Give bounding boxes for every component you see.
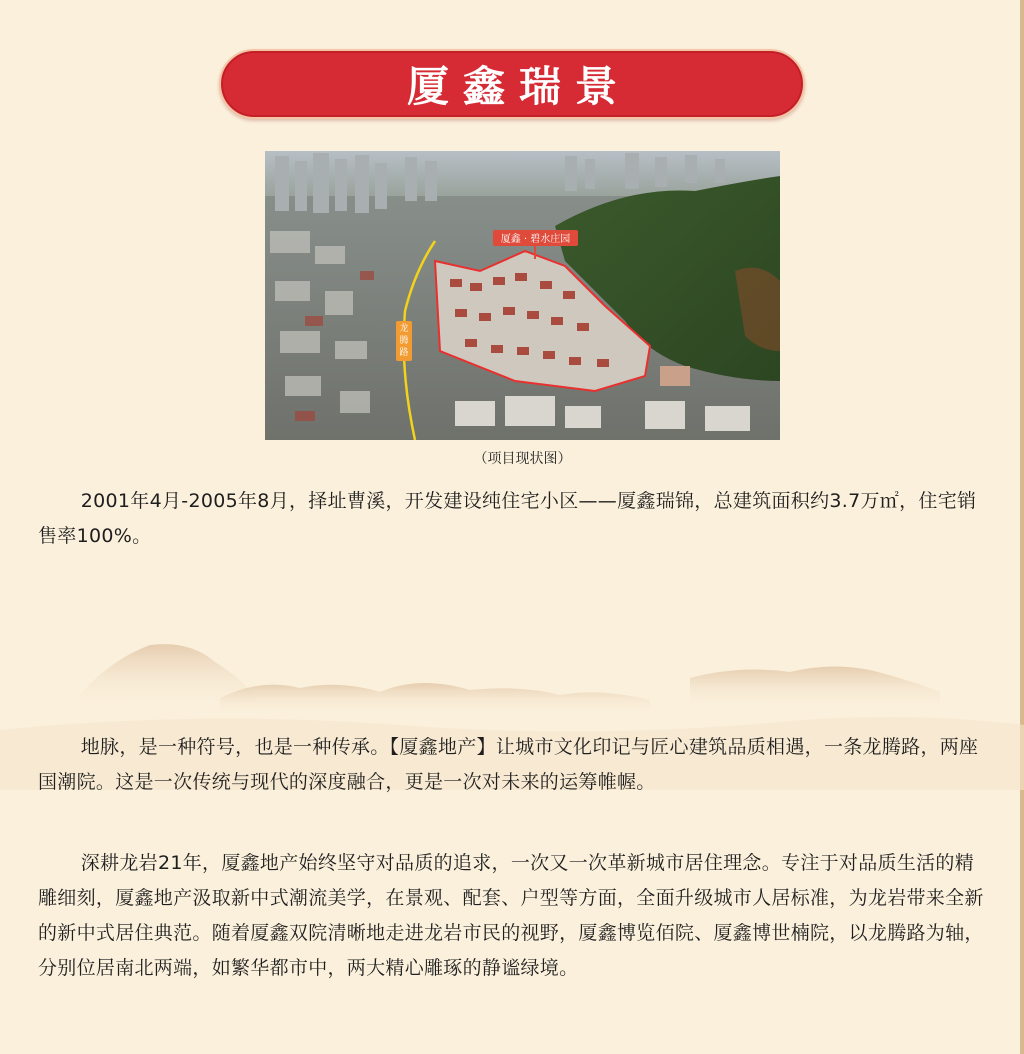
paragraph-development: 深耕龙岩21年，厦鑫地产始终坚守对品质的追求，一次又一次革新城市居住理念。专注于对品质生活的精雕细刻，厦鑫地产汲取新中式潮流美学，在景观、配套、户型等方面，全面升级城市人居标准，为龙岩带来全新的新中式居住典范。随着厦鑫双院清晰地走进龙岩市民的视野，厦鑫博览佰院、厦鑫博世楠院，以龙腾路为轴，分别位居南北两端，如繁华都市中，两大精心雕琢的静谧绿境。 — [38, 852, 984, 979]
page-title: 厦鑫瑞景 — [406, 62, 631, 111]
road-label-char: 腾 — [399, 336, 409, 346]
paragraph-history: 2001年4月-2005年8月，择址曹溪，开发建设纯住宅小区——厦鑫瑞锦，总建筑面积约3.7万㎡，住宅销售率100%。 — [38, 490, 977, 547]
page-border — [1020, 0, 1024, 1054]
title-banner — [219, 49, 805, 119]
paragraph-heritage: 地脉，是一种符号，也是一种传承。【厦鑫地产】让城市文化印记与匠心建筑品质相遇，一条龙腾路，两座国潮院。这是一次传统与现代的深度融合，更是一次对未来的运筹帷幄。 — [38, 736, 979, 793]
project-aerial-photo — [265, 151, 780, 440]
photo-caption: （项目现状图） — [473, 451, 572, 467]
road-label-char: 龙 — [399, 324, 409, 334]
road-label-char: 路 — [399, 348, 409, 358]
project-label: 厦鑫 · 碧水庄园 — [500, 234, 571, 245]
